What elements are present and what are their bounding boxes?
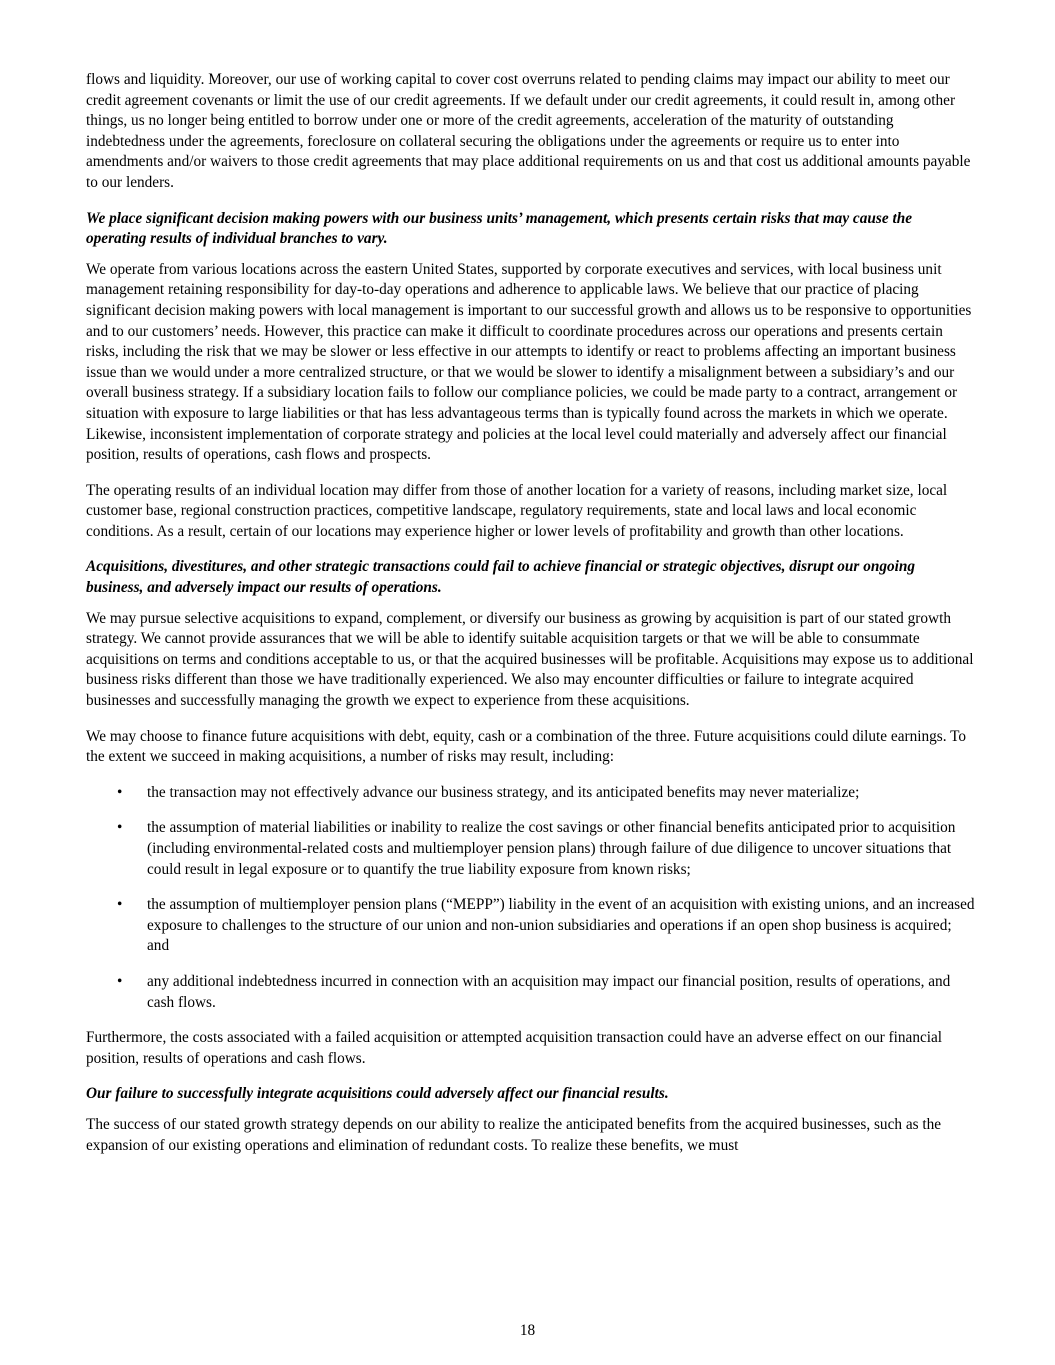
- bullet-marker: •: [117, 819, 123, 837]
- bullet-marker: •: [117, 972, 123, 990]
- section-heading: Acquisitions, divestitures, and other strategic transactions could fail to achieve financial or strategic objectives, disrupt our ongoing business, and adversely impact our results of operations.: [86, 558, 916, 597]
- paragraph: flows and liquidity. Moreover, our use of working capital to cover cost overruns related to pending claims may impact our ability to meet our credit agreement covenants or limit the use of our credit agreements. If we default under our credit agreements, it could result in, among other things, us no longer being entitled to borrow under one or more of the credit agreements, acceleration of the maturity of outstanding indebtedness under the agreements, foreclosure on collateral securing the obligations under the agreements or require us to enter into amendments and/or waivers to those credit agreements that may place additional requirements on us and that cost us additional amounts payable to our lenders.: [86, 71, 971, 191]
- section-heading: Our failure to successfully integrate acquisitions could adversely affect our financial results.: [86, 1085, 669, 1103]
- list-item: [86, 818, 976, 880]
- paragraph: We operate from various locations across the eastern United States, supported by corporate executives and services, with local business unit management retaining responsibility for day-to-day operations and adherence to applicable laws. We believe that our practice of placing significant decision making powers with local management is important to our successful growth and allows us to be responsive to opportunities and to our customers’ needs. However, this practice can make it difficult to coordinate procedures across our operations and presents certain risks, including the risk that we may be slower or less effective in our attempts to identify or react to problems affecting an important business issue than we would under a more centralized structure, or that we would be slower to identify a misalignment between a subsidiary’s and our overall business strategy. If a subsidiary location fails to follow our compliance policies, we could be made party to a contract, arrangement or situation with exposure to large liabilities or that has less advantageous terms than is typically found across the markets in which we operate. Likewise, inconsistent implementation of corporate strategy and policies at the local level could materially and adversely affect our financial position, results of operations, cash flows and prospects.: [86, 260, 972, 464]
- paragraph: The success of our stated growth strategy depends on our ability to realize the anticipated benefits from the acquired businesses, such as the expansion of our existing operations and elimination of redundant costs. To realize these benefits, we must: [86, 1115, 942, 1154]
- list-item: [86, 783, 976, 804]
- bullet-marker: •: [117, 783, 123, 801]
- risk-bullet-list: [86, 783, 976, 1013]
- section-heading: We place significant decision making powers with our business units’ management, which presents certain risks that may cause the operating results of individual branches to vary.: [86, 209, 912, 248]
- page-number: 18: [519, 1322, 536, 1339]
- paragraph: We may pursue selective acquisitions to expand, complement, or diversify our business as growing by acquisition is part of our stated growth strategy. We cannot provide assurances that we will be able to identify suitable acquisition targets or that we will be able to consummate acquisitions on terms and conditions acceptable to us, or that the acquired businesses will be profitable. Acquisitions may expose us to additional business risks different than those we have traditionally experienced. We also may encounter difficulties or failure to integrate acquired businesses and successfully managing the growth we expect to experience from these acquisitions.: [86, 609, 974, 710]
- bullet-marker: •: [117, 896, 123, 914]
- list-item-text: the assumption of multiemployer pension plans (“MEPP”) liability in the event of an acquisition with existing unions, and an increased exposure to challenges to the structure of our union and non-union subsidiaries and operations if an open shop business is acquired; and: [147, 896, 975, 955]
- list-item-text: any additional indebtedness incurred in connection with an acquisition may impact our financial position, results of operations, and cash flows.: [147, 972, 951, 1011]
- list-item: [86, 895, 976, 957]
- paragraph: The operating results of an individual location may differ from those of another location for a variety of reasons, including market size, local customer base, regional construction practices, competitive landscape, regulatory requirements, state and local laws and local economic conditions. As a result, certain of our locations may experience higher or lower levels of profitability and growth than other locations.: [86, 481, 948, 540]
- list-item-text: the assumption of material liabilities or inability to realize the cost savings or other financial benefits anticipated prior to acquisition (including environmental-related costs and multiemployer pension plans) through failure of due diligence to uncover situations that could result in legal exposure or to quantify the true liability exposure from known risks;: [147, 819, 956, 878]
- paragraph: Furthermore, the costs associated with a failed acquisition or attempted acquisition transaction could have an adverse effect on our financial position, results of operations and cash flows.: [86, 1029, 943, 1067]
- list-item-text: the transaction may not effectively advance our business strategy, and its anticipated benefits may never materialize;: [147, 783, 860, 801]
- paragraph: We may choose to finance future acquisitions with debt, equity, cash or a combination of the three. Future acquisitions could dilute earnings. To the extent we succeed in making acquisitions, a number of risks may result, including:: [86, 727, 967, 766]
- list-item: [86, 972, 976, 1013]
- document-page: [86, 70, 976, 1171]
